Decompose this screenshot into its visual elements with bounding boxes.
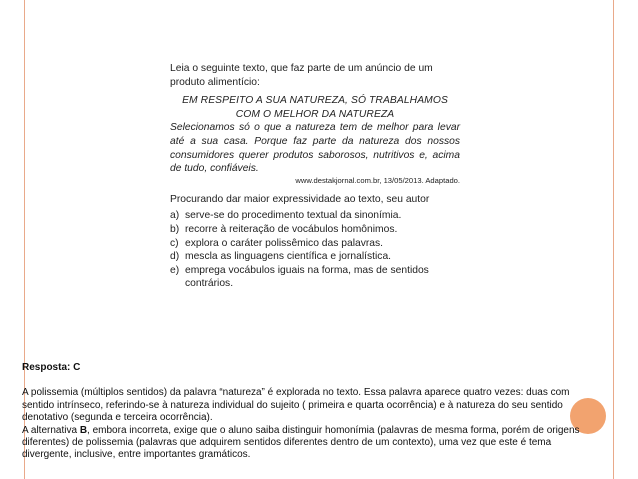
right-accent-line — [613, 0, 614, 479]
option-c — [170, 237, 460, 251]
answer-explanation-2 — [22, 425, 582, 462]
option-letter: e) — [170, 264, 180, 276]
question-prompt: Procurando dar maior expressividade ao texto, seu autor — [170, 193, 430, 205]
option-b — [170, 223, 460, 237]
option-text: mescla as linguagens científica e jornalística. — [185, 251, 392, 263]
answer-options — [170, 209, 460, 291]
option-a — [170, 209, 460, 223]
option-text: emprega vocábulos iguais na forma, mas de sentidos contrários. — [185, 264, 429, 290]
question-image — [170, 62, 460, 291]
explanation-text: , embora incorreta, exige que o aluno saiba distinguir homonímia (palavras de mesma forma, porém de origens diferentes) de polissemia (palavras que adquirem sentidos diferentes dentro de um contexto), uma vez que este é tema divergente, inclusive, entre importantes gramáticos. — [22, 424, 580, 461]
ad-headline-line1: EM RESPEITO A SUA NATUREZA, SÓ TRABALHAMOS — [182, 95, 448, 107]
answer-label: Resposta: C — [22, 362, 81, 373]
option-e — [170, 264, 460, 291]
ad-headline-line2: COM O MELHOR DA NATUREZA — [235, 108, 395, 120]
explanation-text: A alternativa — [22, 424, 80, 436]
option-text: recorre à reiteração de vocábulos homônimos. — [185, 223, 398, 235]
option-letter: a) — [170, 210, 180, 222]
highlighted-option: B — [79, 424, 88, 436]
ad-text: Selecionamos só o que a natureza tem de melhor para levar até a sua casa. Porque faz parte da natureza dos nossos consumidores querer produtos saborosos, nutritivos e, acima de tudo, confiáveis. — [170, 122, 460, 175]
question-intro: Leia o seguinte texto, que faz parte de um anúncio de um produto alimentício: — [170, 63, 433, 88]
option-letter: d) — [170, 251, 180, 263]
answer-section — [22, 362, 582, 462]
option-d — [170, 250, 460, 264]
option-letter: c) — [170, 237, 179, 249]
answer-explanation-1: A polissemia (múltiplos sentidos) da palavra “natureza” é explorada no texto. Essa palavra aparece quatro vezes: duas com sentido intrínseco, referindo-se à natureza individual do sujeito ( primeira e quarta ocorrência) e à natureza do seu sentido denotativo (segunda e terceira ocorrência). — [22, 387, 570, 424]
option-text: explora o caráter polissêmico das palavras. — [185, 237, 384, 249]
option-letter: b) — [170, 223, 180, 235]
option-text: serve-se do procedimento textual da sinonímia. — [185, 210, 402, 222]
ad-source: www.destakjornal.com.br, 13/05/2013. Adaptado. — [295, 175, 460, 185]
